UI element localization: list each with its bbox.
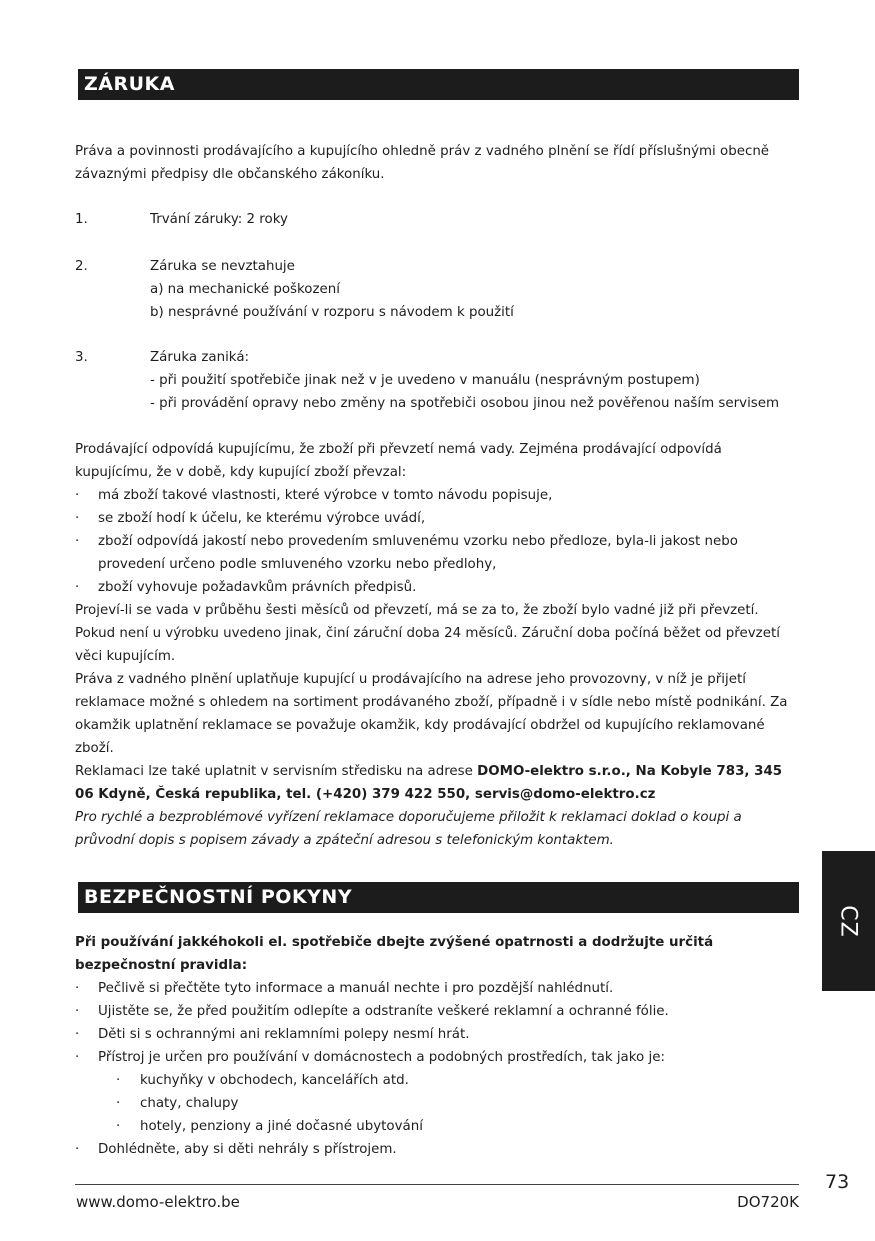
bullet-mark: · [75,981,80,996]
language-tab-label: CZ [836,904,861,938]
warranty-item-text: Záruka zaniká: [150,350,250,365]
language-tab [822,851,875,991]
bullet-mark: · [116,1073,121,1088]
warranty-heading: ZÁRUKA [75,69,799,100]
list-item-text: Děti si s ochrannými ani reklamními polepy nesmí hrát. [98,1027,470,1042]
bullet-mark: · [75,488,80,503]
list-item-text: zboží odpovídá jakostí nebo provedením smluvenému vzorku nebo předloze, byla-li jakost nebo provedení určeno podle smluveného vzorku nebo předlohy, [98,534,738,572]
service-address: DOMO-elektro s.r.o., Na Kobyle 783, 345 06 Kdyně, Česká republika, tel. (+420) 379 422 550, servis@domo-elektro.cz [75,764,783,802]
service-text: Reklamaci lze také uplatnit v servisním středisku na adrese [75,764,478,779]
warranty-item-text: - při použití spotřebiče jinak než v je uvedeno v manuálu (nesprávným postupem) [150,373,700,388]
warranty-item-text: b) nesprávné používání v rozporu s návodem k použití [150,305,514,320]
safety-heading: BEZPEČNOSTNÍ POKYNY [75,882,799,913]
list-item-text: Ujistěte se, že před použitím odlepíte a odstraníte veškeré reklamní a ochranné fólie. [98,1004,669,1019]
italic-note: Pro rychlé a bezproblémové vyřízení reklamace doporučujeme přiložit k reklamaci doklad o koupi a průvodní dopis s popisem závady a zpáteční adresou s telefonickým kontaktem. [75,810,742,848]
footer-divider [75,1184,799,1185]
list-item-text: Pečlivě si přečtěte tyto informace a manuál nechte i pro pozdější nahlédnutí. [98,981,614,996]
warranty-item-text: Trvání záruky: 2 roky [150,212,288,227]
warranty-item-number: 1. [75,212,88,227]
defect-paragraph: Projeví-li se vada v průběhu šesti měsíců od převzetí, má se za to, že zboží bylo vadné již při převzetí. Pokud není u výrobku uvedeno jinak, činí záruční doba 24 měsíců. Záruční doba počíná běžet od převzetí věci kupujícím. [75,603,780,664]
service-paragraph [75,760,795,806]
seller-paragraph: Prodávající odpovídá kupujícímu, že zboží při převzetí nemá vady. Zejména prodávající odpovídá kupujícímu, že v době, kdy kupující zboží převzal: [75,442,722,480]
bullet-mark: · [116,1096,121,1111]
bullet-mark: · [75,534,80,549]
list-item-text: Dohlédněte, aby si děti nehrály s přístrojem. [98,1142,397,1157]
sub-list-item-text: hotely, penziony a jiné dočasné ubytování [140,1119,423,1134]
footer-model: DO720K [737,1193,799,1211]
warranty-item-number: 2. [75,259,88,274]
list-item-text: se zboží hodí k účelu, ke kterému výrobce uvádí, [98,511,426,526]
list-item-text: má zboží takové vlastnosti, které výrobce v tomto návodu popisuje, [98,488,553,503]
warranty-item-number: 3. [75,350,88,365]
bullet-mark: · [75,1027,80,1042]
safety-lead: Při používání jakkéhokoli el. spotřebiče dbejte zvýšené opatrnosti a dodržujte určitá bezpečnostní pravidla: [75,935,714,973]
warranty-item-text: - při provádění opravy nebo změny na spotřebiči osobou jinou než pověřenou naším servisem [150,396,780,411]
claim-paragraph: Práva z vadného plnění uplatňuje kupující u prodávajícího na adrese jeho provozovny, v níž je přijetí reklamace možné s ohledem na sortiment prodávaného zboží, případně i v sídle nebo místě podnikání. Za okamžik uplatnění reklamace se považuje okamžik, kdy prodávající obdržel od kupujícího reklamované zboží. [75,672,788,756]
sub-list-item-text: chaty, chalupy [140,1096,239,1111]
bullet-mark: · [75,1050,80,1065]
list-item-text: Přístroj je určen pro používání v domácnostech a podobných prostředích, tak jako je: [98,1050,665,1065]
bullet-mark: · [75,580,80,595]
warranty-item-text: a) na mechanické poškození [150,282,340,297]
sub-list-item-text: kuchyňky v obchodech, kancelářích atd. [140,1073,409,1088]
footer-website: www.domo-elektro.be [76,1193,240,1211]
page-number: 73 [825,1171,850,1193]
bullet-mark: · [75,1142,80,1157]
bullet-mark: · [75,1004,80,1019]
warranty-intro: Práva a povinnosti prodávajícího a kupujícího ohledně práv z vadného plnění se řídí příslušnými obecně závaznými předpisy dle občanského zákoníku. [75,144,770,182]
bullet-mark: · [75,511,80,526]
list-item-text: zboží vyhovuje požadavkům právních předpisů. [98,580,417,595]
warranty-item-text: Záruka se nevztahuje [150,259,295,274]
bullet-mark: · [116,1119,121,1134]
